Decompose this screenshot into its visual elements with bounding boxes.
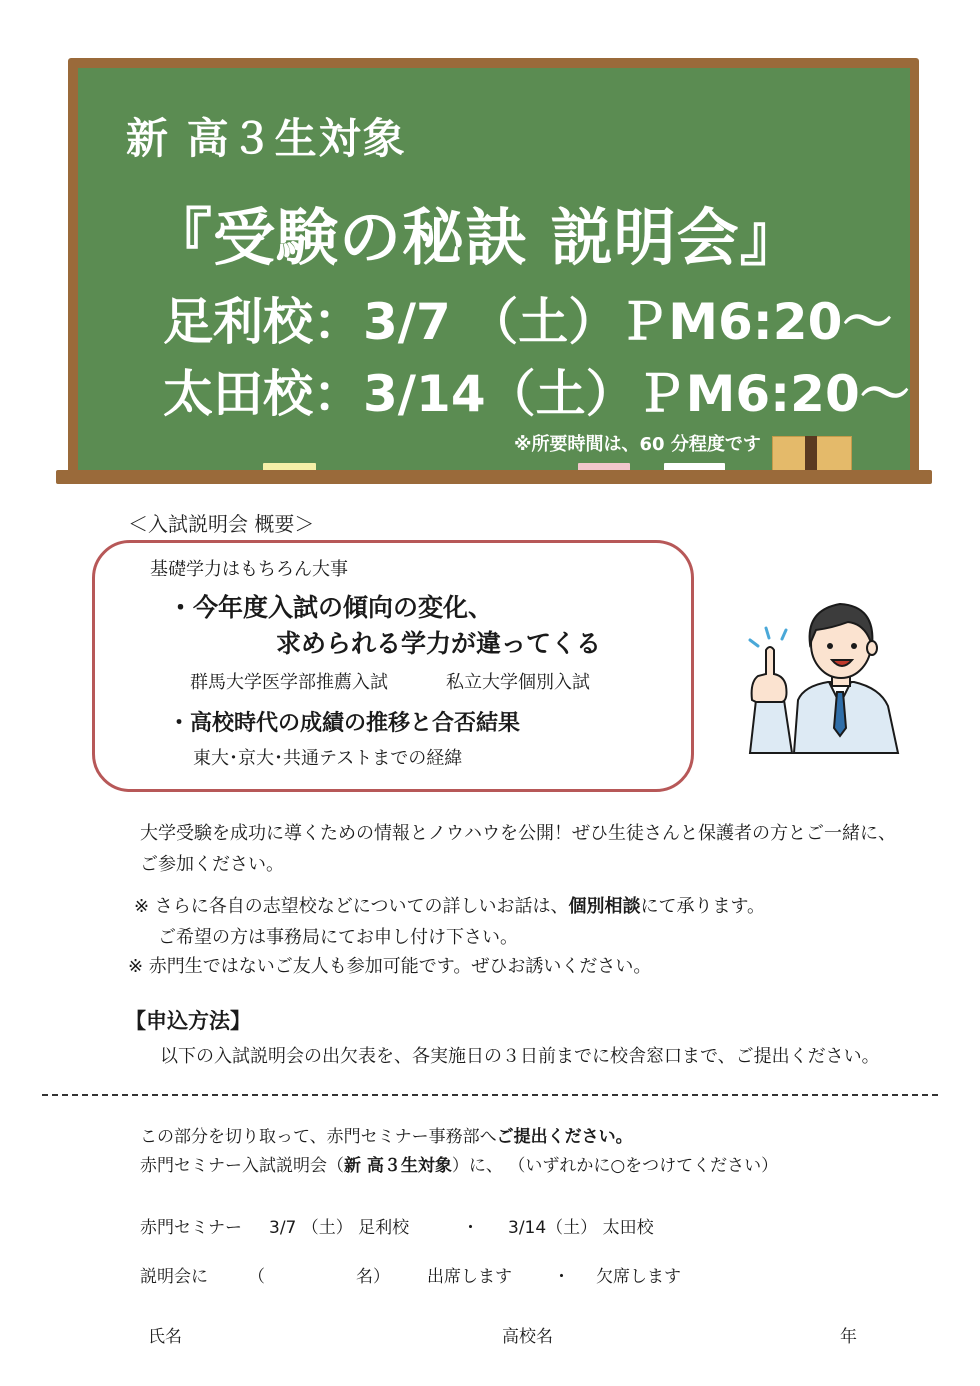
info-text-line-1: 大学受験を成功に導くための情報とノウハウを公開！ぜひ生徒さんと保護者の方とご一緒に、 (140, 823, 896, 844)
consultation-note-cont: ご希望の方は事務局にてお申し付け下さい。 (158, 927, 518, 948)
form-attend-label: 説明会に (140, 1267, 208, 1287)
consultation-note-post: にて承ります。 (640, 896, 766, 917)
form-instruction-1 (140, 1122, 633, 1147)
overview-detail-2: 東大･京大･共通テストまでの経緯 (193, 748, 463, 769)
form-instruction-2 (140, 1151, 778, 1176)
overview-point-2: ・高校時代の成績の推移と合否結果 (168, 711, 521, 736)
form-name-label: 氏名 (148, 1327, 182, 1347)
overview-detail-1a: 群馬大学医学部推薦入試 (190, 672, 388, 693)
form-count-open: （ (248, 1267, 265, 1287)
form-count-suffix: 名） (356, 1267, 390, 1287)
form-instruction-2-pre: 赤門セミナー入試説明会（ (140, 1156, 344, 1176)
form-instruction-2-bold: 新 高３生対象 (344, 1156, 452, 1176)
form-instruction-1-pre: この部分を切り取って、赤門セミナー事務部へ (140, 1127, 497, 1147)
overview-detail-1b: 私立大学個別入試 (446, 672, 590, 693)
eraser-band (805, 436, 817, 470)
board-subtitle: 新 高３生対象 (126, 114, 407, 163)
info-text-line-2: ご参加ください。 (140, 854, 284, 875)
consultation-note (134, 892, 765, 918)
board-title: 『受験の秘訣 説明会』 (150, 201, 803, 274)
form-option-ota[interactable]: 3/14（土） 太田校 (508, 1218, 654, 1238)
board-duration-note: ※所要時間は、60 分程度です (514, 434, 761, 455)
form-seminar-label: 赤門セミナー (140, 1218, 242, 1238)
board-schedule-ota: 太田校：3/14（土）ＰM6:20～ (163, 365, 910, 423)
form-grade-label: 年 (840, 1327, 857, 1347)
form-school-label: 高校名 (502, 1327, 553, 1347)
overview-intro: 基礎学力はもちろん大事 (150, 559, 348, 580)
form-option-absent[interactable]: 欠席します (596, 1267, 681, 1287)
form-option-separator: ・ (462, 1218, 479, 1238)
apply-heading: 【申込方法】 (125, 1009, 251, 1033)
board-schedule-ashikaga: 足利校：3/7 （土）ＰM6:20～ (163, 293, 893, 351)
form-instruction-1-bold: ご提出ください。 (496, 1127, 633, 1147)
form-option-ashikaga[interactable]: 3/7 （土） 足利校 (269, 1218, 410, 1238)
apply-instructions: 以下の入試説明会の出欠表を、各実施日の３日前までに校舎窓口まで、ご提出ください。 (160, 1046, 880, 1067)
form-option-attend[interactable]: 出席します (427, 1267, 512, 1287)
cut-line (42, 1094, 938, 1096)
consultation-note-pre: ※ さらに各自の志望校などについての詳しいお話は、 (134, 896, 569, 917)
form-option-separator-2: ・ (553, 1267, 570, 1287)
consultation-note-bold: 個別相談 (568, 896, 641, 917)
overview-point-1-cont: 求められる学力が違ってくる (276, 629, 602, 658)
teacher-pointing-illustration (736, 588, 906, 758)
chalk-ledge (56, 470, 932, 484)
friends-welcome-note: ※ 赤門生ではないご友人も参加可能です。ぜひお誘いください。 (128, 956, 652, 977)
overview-heading: ＜入試説明会 概要＞ (128, 512, 315, 536)
overview-point-1: ・今年度入試の傾向の変化、 (168, 593, 494, 622)
form-instruction-2-post: ）に、 （いずれかに○をつけてください） (451, 1156, 779, 1176)
